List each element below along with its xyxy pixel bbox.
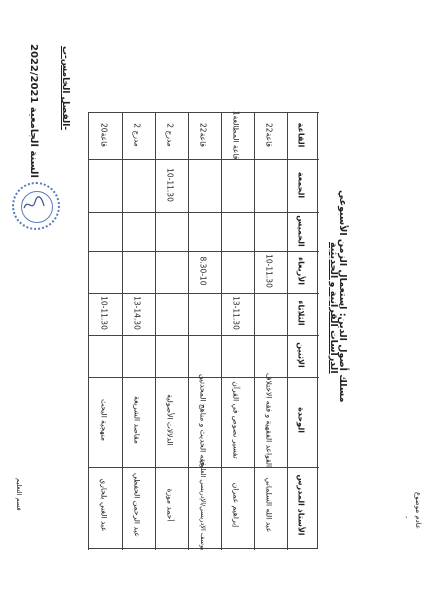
row-teacher: يوسف الإدريسي/الإدريسي العلوي: [199, 459, 207, 551]
row-tuesday: 13-14.30: [132, 296, 142, 330]
header-room: القاعة: [296, 122, 306, 148]
row-module: مقاصد الشريعة: [132, 396, 142, 444]
row-room: مدرج 2: [165, 123, 175, 147]
page-subtitle: الدراسات القرآنية و الحديثية: [328, 242, 339, 374]
row-teacher: عبد الله السلماني: [264, 477, 274, 533]
row-room: قاعة22: [198, 123, 208, 147]
row-tuesday: 10-11.30: [99, 296, 109, 330]
page-title: مسلك أصول الدين: استعمال الزمن الأسبوعي: [337, 190, 348, 403]
row-tuesday: 13-11.30: [231, 296, 241, 330]
row-room: مدرج 2: [132, 123, 142, 147]
handwritten-signature: [22, 194, 46, 214]
row-module: القواعد الفقهية و فقه الاختلاف: [264, 372, 274, 468]
header-monday: الإثنين: [296, 342, 306, 368]
row-room: قاعة20: [99, 123, 109, 147]
header-module: الوحدة: [296, 407, 306, 433]
row-friday: 10-11.30: [165, 168, 175, 202]
row-module: الدلالات الأصولية: [165, 394, 175, 446]
row-teacher: عبد الغني بلحاري: [99, 478, 109, 532]
academic-year: السنة الجامعية 2022/2021: [28, 44, 39, 178]
signature-right: عادم موضوع: [414, 492, 422, 530]
row-wednesday: 10-11.30: [264, 254, 274, 288]
row-teacher: أحمد موزة: [165, 488, 175, 522]
header-friday: الجمعة: [296, 171, 306, 199]
row-module: منهجية البحث: [99, 398, 109, 442]
row-teacher: عبد الرحمن الحفظي: [132, 472, 142, 538]
row-module: تفسير نصوص في القرآن: [231, 381, 241, 459]
header-wednesday: الأربعاء: [296, 257, 306, 285]
signature-left: قسم التعليم: [15, 478, 23, 511]
row-teacher: إبراهيم عمران: [231, 482, 241, 528]
signature-right-mark: -: [402, 516, 410, 519]
header-tuesday: الثلاثاء: [296, 300, 306, 326]
row-room: قاعة22: [264, 123, 274, 147]
semester-label: الفصل الخامس-ب-: [60, 46, 70, 131]
row-module: فقه الحديث و مناهج المحدثين: [198, 373, 208, 467]
header-thursday: الخميس: [296, 215, 306, 247]
row-room: قاعة المطالعة1: [231, 110, 241, 160]
row-wednesday: 8.30-10: [198, 256, 208, 286]
header-teacher: الأستاذ المدرس: [296, 474, 306, 536]
